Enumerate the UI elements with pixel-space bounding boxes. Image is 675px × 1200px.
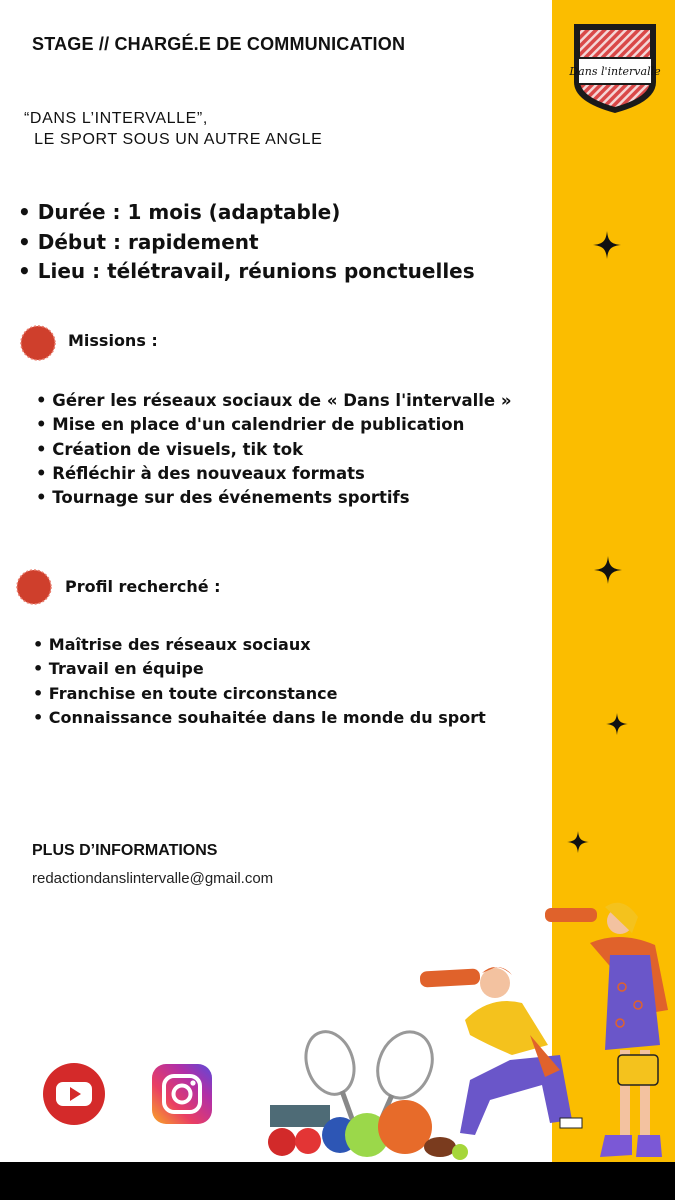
bottom-black-bar xyxy=(0,1162,675,1200)
handbag-icon xyxy=(618,1055,658,1085)
fact-location: • Lieu : télétravail, réunions ponctuelles xyxy=(18,259,475,283)
list-item: • Mise en place d'un calendrier de publication xyxy=(36,415,465,435)
list-item: • Maîtrise des réseaux sociaux xyxy=(33,635,311,654)
sparkle-icon xyxy=(567,831,589,853)
list-item: • Réfléchir à des nouveaux formats xyxy=(36,463,365,483)
youtube-icon[interactable] xyxy=(42,1062,106,1126)
list-item: • Gérer les réseaux sociaux de « Dans l'intervalle » xyxy=(36,391,512,410)
sparkle-icon xyxy=(594,556,622,584)
subtitle xyxy=(24,108,322,150)
fact-duration: • Durée : 1 mois (adaptable) xyxy=(18,200,341,224)
kneeling-explorer-icon xyxy=(420,967,582,1135)
key-facts-list xyxy=(18,198,475,287)
sparkle-icon xyxy=(593,231,621,259)
boxing-glove-icon xyxy=(268,1128,296,1156)
instagram-icon[interactable] xyxy=(150,1062,214,1126)
profil-list xyxy=(33,633,486,730)
explorers-illustration xyxy=(260,895,675,1162)
page-title: STAGE // CHARGÉ.E DE COMMUNICATION xyxy=(32,34,406,54)
more-info-heading: PLUS D’INFORMATIONS xyxy=(32,842,218,859)
brand-logo xyxy=(568,18,662,116)
logo-label: Dans l'intervalle xyxy=(569,65,661,78)
list-item: • Travail en équipe xyxy=(33,659,204,679)
list-item: • Création de visuels, tik tok xyxy=(36,439,304,459)
basketball-icon xyxy=(378,1100,432,1154)
book-icon xyxy=(270,1105,330,1127)
missions-heading: Missions : xyxy=(68,331,158,350)
profil-heading: Profil recherché : xyxy=(65,577,221,596)
football-icon xyxy=(424,1137,456,1157)
missions-list xyxy=(36,389,512,510)
list-item: • Franchise en toute circonstance xyxy=(33,683,338,703)
subtitle-line-1: “DANS L’INTERVALLE”, xyxy=(24,110,208,127)
contact-email[interactable]: redactiondanslintervalle@gmail.com xyxy=(32,870,274,887)
fact-start: • Début : rapidement xyxy=(18,229,259,254)
profil-badge-icon xyxy=(16,569,52,605)
sparkle-icon xyxy=(606,713,628,735)
subtitle-line-2: LE SPORT SOUS UN AUTRE ANGLE xyxy=(24,131,323,148)
tennis-ball-icon xyxy=(452,1144,468,1160)
ping-pong-paddle-icon xyxy=(295,1128,321,1154)
list-item: • Connaissance souhaitée dans le monde du sport xyxy=(33,707,486,727)
list-item: • Tournage sur des événements sportifs xyxy=(36,488,410,508)
missions-badge-icon xyxy=(20,325,56,361)
